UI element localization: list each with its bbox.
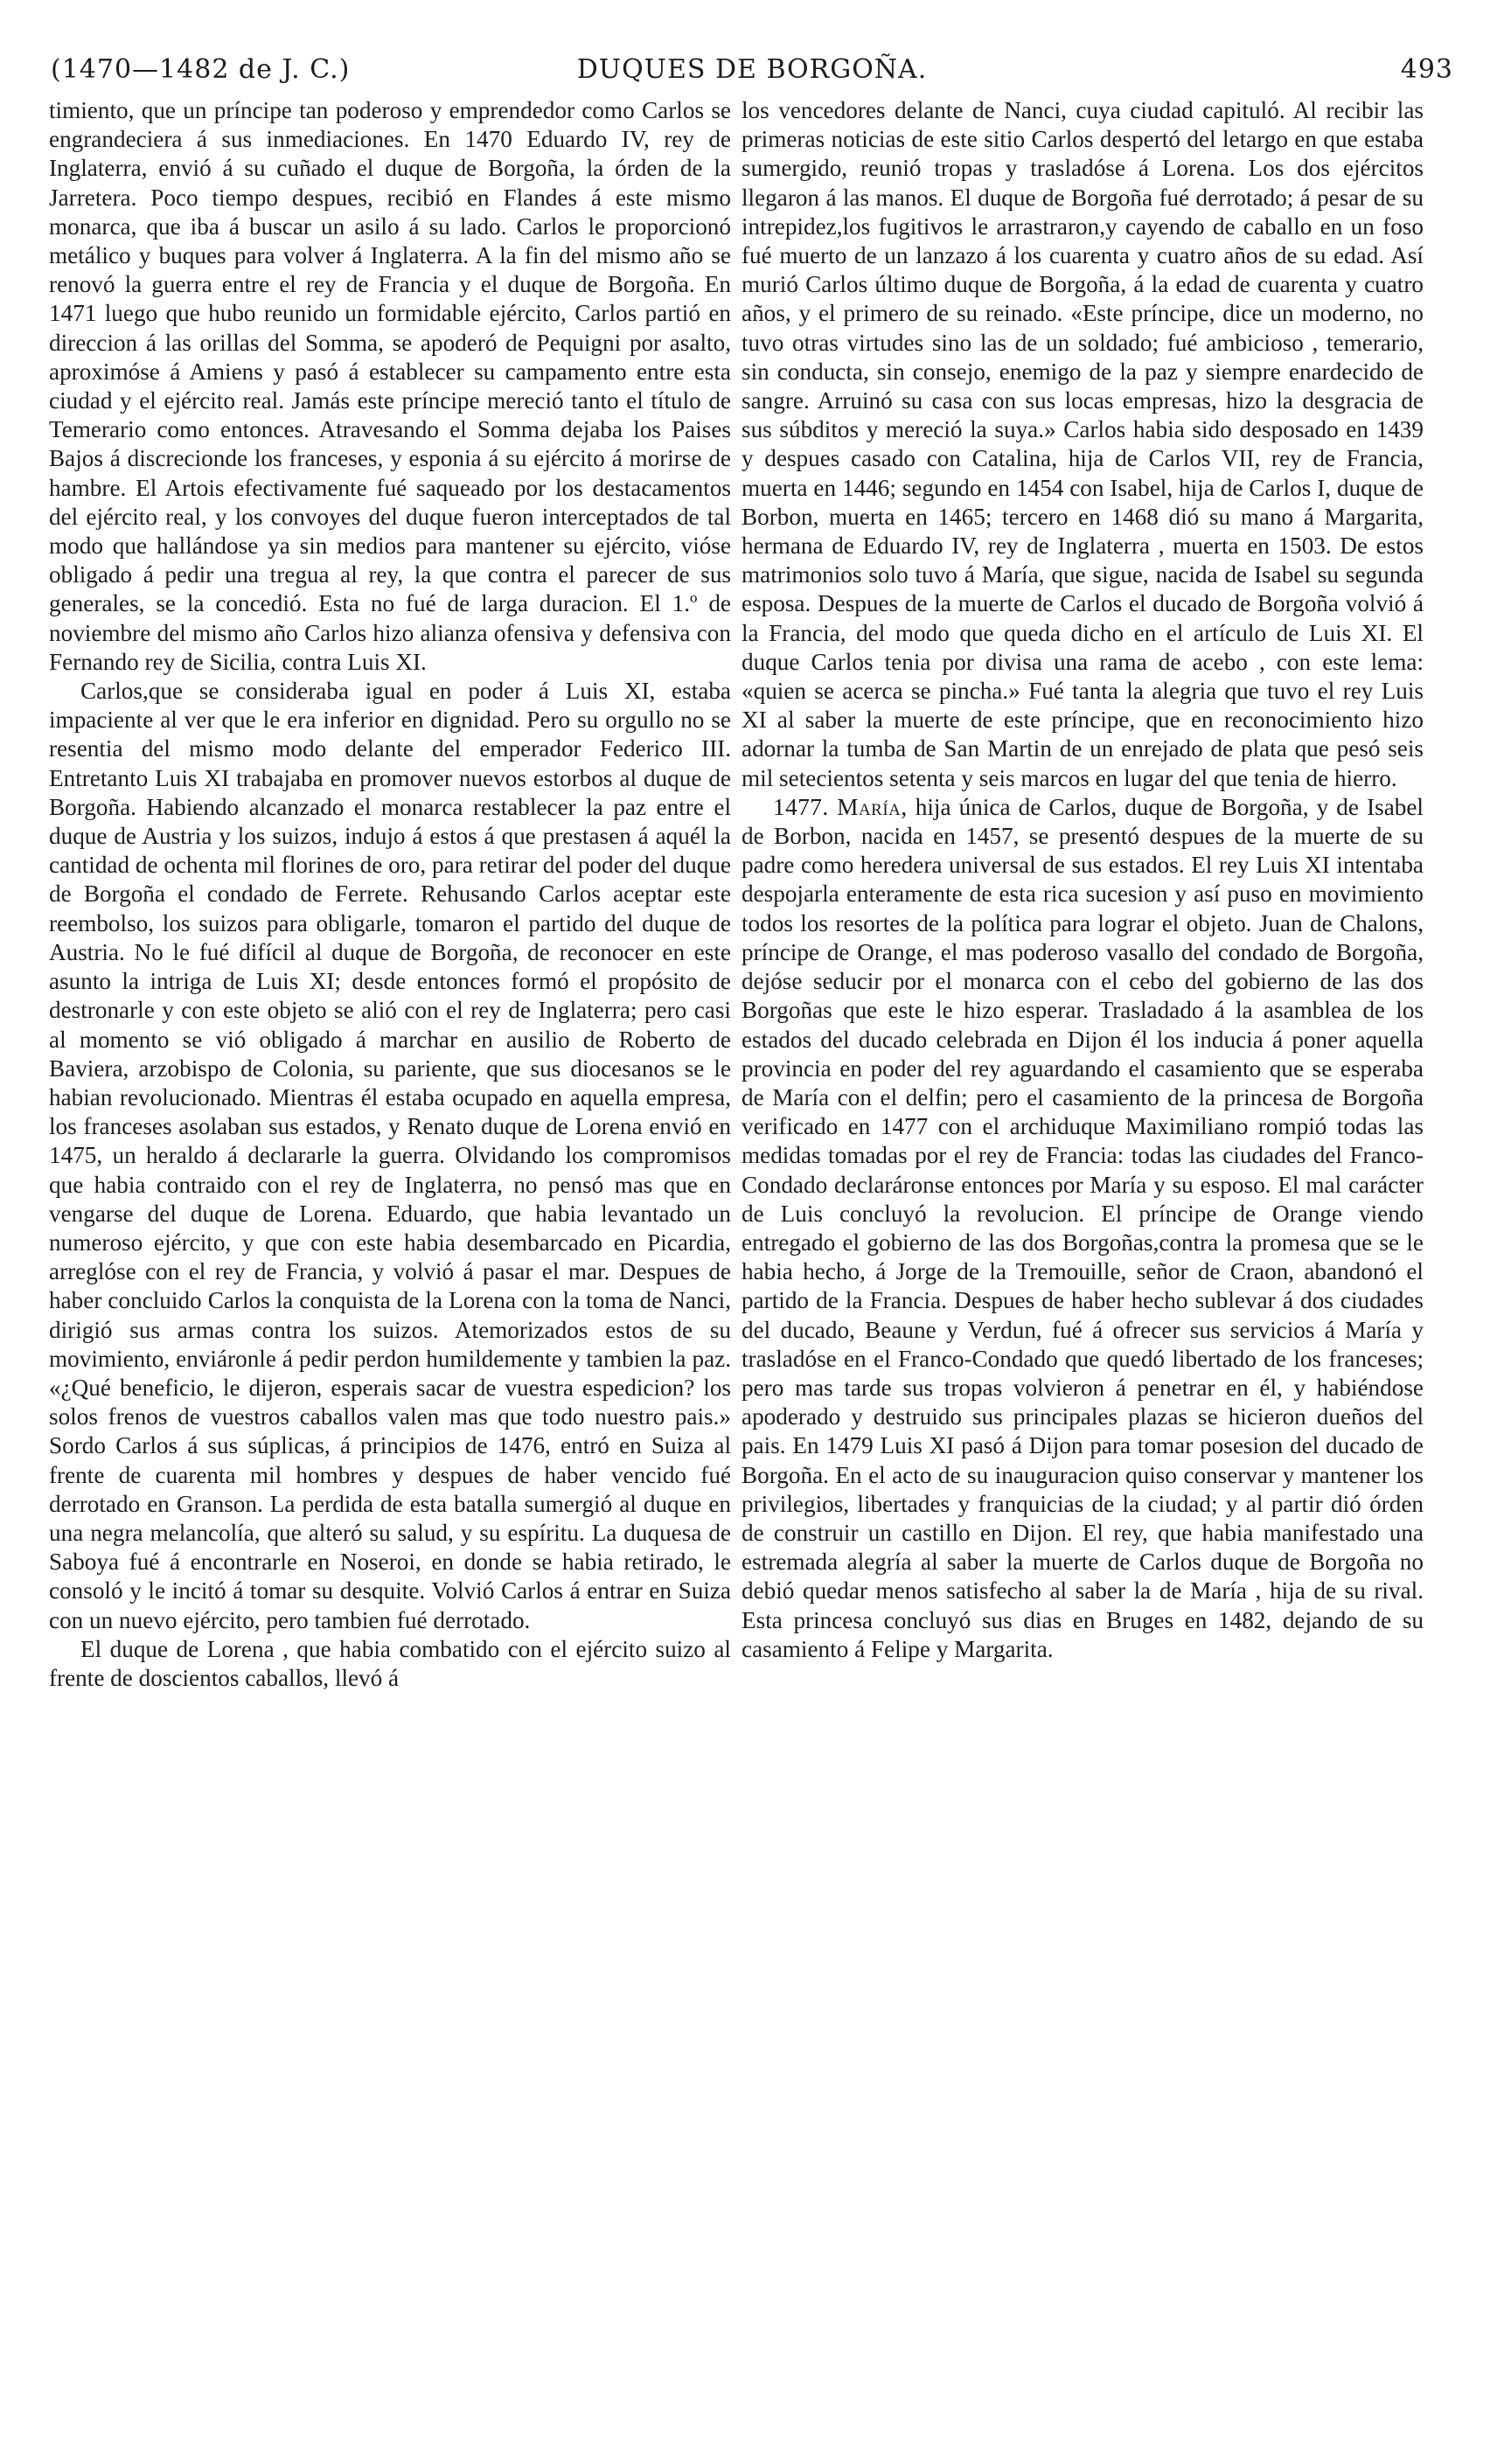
paragraph: El duque de Lorena , que habia combatido con el ejército suizo al frente de doscientos caballos, llevó á [49,1635,731,1691]
header-section-title: DUQUES DE BORGOÑA. [576,54,928,85]
paragraph-maria [742,793,1424,1664]
paragraph: timiento, que un príncipe tan poderoso y emprendedor como Carlos se engrandeciera á sus inmediaciones. En 1470 Eduardo IV, rey de Inglaterra, envió á su cuñado el duque de Borgoña, la órden de la Jarretera. Poco tiempo despues, recibió en Flandes á este mismo monarca, que iba á buscar un asilo á su lado. Carlos le proporcionó metálico y buques para volver á Inglaterra. A la fin del mismo año se renovó la guerra entre el rey de Francia y el duque de Borgoña. En 1471 luego que hubo reunido un formidable ejército, Carlos partió en direccion á las orillas del Somma, se apoderó de Pequigni por asalto, aproximóse á Amiens y pasó á establecer su campamento entre esta ciudad y el ejército real. Jamás este príncipe mereció tanto el título de Temerario como entonces. Atravesando el Somma dejaba los Paises Bajos á discrecionde los franceses, y esponia á su ejército á morirse de hambre. El Artois efectivamente fué saqueado por los destacamentos del ejército real, y los convoyes del duque fueron interceptados de tal modo que hallándose ya sin medios para mantener su ejército, vióse obligado á pedir una tregua al rey, la que contra el parecer de sus generales, se la concedió. Esta no fué de larga duracion. El 1.º de noviembre del mismo año Carlos hizo alianza ofensiva y defensiva con Fernando rey de Sicilia, contra Luis XI. [49,97,731,675]
left-column [49,96,731,1693]
paragraph-lead: 1477. María, [773,793,908,820]
page-header [51,54,1453,93]
header-date-range: (1470—1482 de J. C.) [51,54,351,85]
paragraph: Carlos,que se consideraba igual en poder á Luis XI, estaba impaciente al ver que le era inferior en dignidad. Pero su orgullo no se resentia del mismo modo delante del emperador Federico III. Entretanto Luis XI trabajaba en promover nuevos estorbos al duque de Borgoña. Habiendo alcanzado el monarca restablecer la paz entre el duque de Austria y los suizos, indujo á estos á que prestasen á aquél la cantidad de ochenta mil florines de oro, para retirar del poder del duque de Borgoña el condado de Ferrete. Rehusando Carlos aceptar este reembolso, los suizos para obligarle, tomaron el partido del duque de Austria. No le fué difícil al duque de Borgoña, de reconocer en este asunto la intriga de Luis XI; desde entonces formó el propósito de destronarle y con este objeto se alió con el rey de Inglaterra; pero casi al momento se vió obligado á marchar en ausilio de Roberto de Baviera, arzobispo de Colonia, su pariente, que sus diocesanos se le habian revolucionado. Mientras él estaba ocupado en aquella empresa, los franceses asolaban sus estados, y Renato duque de Lorena envió en 1475, un heraldo á declararle la guerra. Olvidando los compromisos que habia contraido con el rey de Inglaterra, no pensó mas que en vengarse del duque de Lorena. Eduardo, que habia levantado un numeroso ejército, y que con este habia desembarcado en Picardia, arreglóse con el rey de Francia, y volvió á pasar el mar. Despues de haber concluido Carlos la conquista de la Lorena con la toma de Nanci, dirigió sus armas contra los suizos. Atemorizados estos de su movimiento, enviáronle á pedir perdon humildemente y tambien la paz. «¿Qué beneficio, le dijeron, esperais sacar de vuestra espedicion? los solos frenos de vuestros caballos valen mas que todo nuestro pais.» Sordo Carlos á sus súplicas, á principios de 1476, entró en Suiza al frente de cuarenta mil hombres y despues de haber vencido fué derrotado en Granson. La perdida de esta batalla sumergió al duque en una negra melancolía, que alteró su salud, y su espíritu. La duquesa de Saboya fué á encontrarle en Noseroi, en donde se habia retirado, le consoló y le incitó á tomar su desquite. Volvió Carlos á entrar en Suiza con un nuevo ejército, pero tambien fué derrotado. [49,678,731,1633]
column-divider [726,105,727,2440]
paragraph: los vencedores delante de Nanci, cuya ciudad capituló. Al recibir las primeras noticias de este sitio Carlos despertó del letargo en que estaba sumergido, reunió tropas y trasladóse á Lorena. Los dos ejércitos llegaron á las manos. El duque de Borgoña fué derrotado; á pesar de su intrepidez,los fugitivos le arrastraron,y cayendo de caballo en un foso fué muerto de un lanzazo á los cuarenta y cuatro años de su edad. Así murió Carlos último duque de Borgoña, á la edad de cuarenta y cuatro años, y el primero de su reinado. «Este príncipe, dice un moderno, no tuvo otras virtudes sino las de un soldado; fué ambicioso , temerario, sin conducta, sin consejo, enemigo de la paz y siempre enardecido de sangre. Arruinó su casa con sus locas empresas, hizo la desgracia de sus súbditos y mereció la suya.» Carlos habia sido desposado en 1439 y despues casado con Catalina, hija de Carlos VII, rey de Francia, muerta en 1446; segundo en 1454 con Isabel, hija de Carlos I, duque de Borbon, muerta en 1465; tercero en 1468 dió su mano á Margarita, hermana de Eduardo IV, rey de Inglaterra , muerta en 1503. De estos matrimonios solo tuvo á María, que sigue, nacida de Isabel su segunda esposa. Despues de la muerte de Carlos el ducado de Borgoña volvió á la Francia, del modo que queda dicho en el artículo de Luis XI. El duque Carlos tenia por divisa una rama de acebo , con este lema: «quien se acerca se pincha.» Fué tanta la alegria que tuvo el rey Luis XI al saber la muerte de este príncipe, que en reconocimiento hizo adornar la tumba de San Martin de un enrejado de plata que pesó seis mil setecientos setenta y seis marcos en lugar del que tenia de hierro. [742,97,1424,791]
right-column [742,96,1424,1664]
paragraph-body: hija única de Carlos, duque de Borgoña, y de Isabel de Borbon, nacida en 1457, se presentó despues de la muerte de su padre como heredera universal de sus estados. El rey Luis XI intentaba despojarla enteramente de esta rica sucesion y así puso en movimiento todos los resortes de la política para lograr el objeto. Juan de Chalons, príncipe de Orange, el mas poderoso vasallo del condado de Borgoña, dejóse seducir por el monarca con el cebo del gobierno de las dos Borgoñas que este le hizo esperar. Trasladado á la asamblea de los estados del ducado celebrada en Dijon él los inducia á poner aquella provincia en poder del rey aguardando el casamiento que se esperaba de María con el delfin; pero el casamiento de la princesa de Borgoña verificado en 1477 con el archiduque Maximiliano rompió todas las medidas tomadas por el rey de Francia: todas las ciudades del Franco-Condado declaráronse entonces por María y su esposo. El mal carácter de Luis concluyó la revolucion. El príncipe de Orange viendo entregado el gobierno de las dos Borgoñas,contra la promesa que se le habia hecho, á Jorge de la Tremouille, señor de Craon, abandonó el partido de la Francia. Despues de haber hecho sublevar á dos ciudades del ducado, Beaune y Verdun, fué á ofrecer sus servicios á María y trasladóse en el Franco-Condado que quedó libertado de los franceses; pero mas tarde sus tropas volvieron á penetrar en él, y habiéndose apoderado y destruido sus principales plazas se hicieron dueños del pais. En 1479 Luis XI pasó á Dijon para tomar posesion del ducado de Borgoña. En el acto de su inauguracion quiso conservar y mantener los privilegios, libertades y franquicias de la ciudad; y al partir dió órden de construir un castillo en Dijon. El rey, que habia manifestado una estremada alegría al saber la muerte de Carlos duque de Borgoña no debió quedar menos satisfecho al saber la de María , hija de su rival. Esta princesa concluyó sus dias en Bruges en 1482, dejando de su casamiento á Felipe y Margarita. [742,793,1424,1662]
page-number: 493 [1400,54,1453,85]
